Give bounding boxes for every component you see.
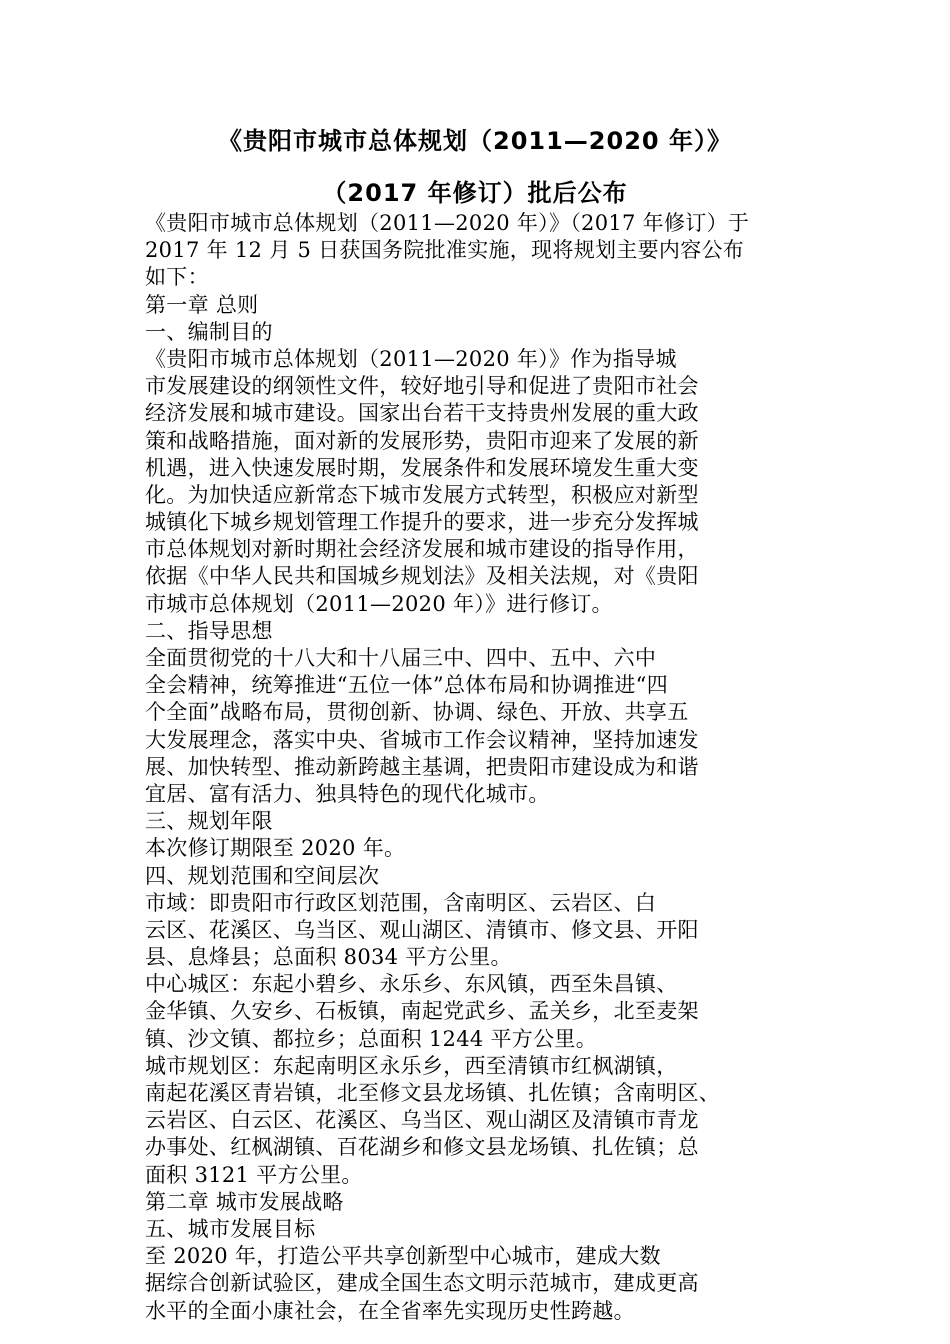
body-line: 个全面”战略布局，贯彻创新、协调、绿色、开放、共享五 [145,700,689,725]
body-line: 市域：即贵阳市行政区划范围，含南明区、云岩区、白 [145,890,657,915]
body-line: 南起花溪区青岩镇，北至修文县龙场镇、扎佐镇；含南明区、 [145,1081,721,1105]
document-body [145,210,810,1325]
body-line: 据综合创新试验区，建成全国生态文明示范城市，建成更高 [145,1271,699,1296]
body-line: 经济发展和城市建设。国家出台若干支持贵州发展的重大政 [145,401,699,426]
section-heading: 一、编制目的 [145,319,273,344]
body-line: 市总体规划对新时期社会经济发展和城市建设的指导作用， [145,537,699,562]
body-line: 中心城区：东起小碧乡、永乐乡、东风镇，西至朱昌镇、 [145,972,678,997]
body-line: 机遇，进入快速发展时期，发展条件和发展环境发生重大变 [145,455,699,480]
document-title-line-2: （2017 年修订）批后公布 [322,179,628,207]
body-line: 面积 3121 平方公里。 [145,1162,363,1187]
body-line: 镇、沙文镇、都拉乡；总面积 1244 平方公里。 [145,1026,597,1051]
body-line: 云岩区、白云区、花溪区、乌当区、观山湖区及清镇市青龙 [145,1108,699,1133]
body-line: 化。为加快适应新常态下城市发展方式转型，积极应对新型 [145,482,699,507]
section-heading: 四、规划范围和空间层次 [145,863,380,888]
document-title-line-1: 《贵阳市城市总体规划（2011—2020 年）》 [218,127,732,155]
body-line: 大发展理念，落实中央、省城市工作会议精神，坚持加速发 [145,727,699,752]
body-line: 城镇化下城乡规划管理工作提升的要求，进一步充分发挥城 [145,510,699,535]
body-line: 依据《中华人民共和国城乡规划法》及相关法规，对《贵阳 [145,564,699,589]
body-line: 宜居、富有活力、独具特色的现代化城市。 [145,781,550,806]
section-heading: 三、规划年限 [145,809,273,834]
body-line: 至 2020 年，打造公平共享创新型中心城市，建成大数 [145,1244,661,1269]
section-heading: 二、指导思想 [145,618,273,643]
body-line: 金华镇、久安乡、石板镇，南起党武乡、孟关乡，北至麦架 [145,999,699,1024]
body-line: 本次修订期限至 2020 年。 [145,836,406,861]
body-line: 如下： [145,265,209,290]
body-line: 策和战略措施，面对新的发展形势，贵阳市迎来了发展的新 [145,428,699,453]
body-line: 办事处、红枫湖镇、百花湖乡和修文县龙场镇、扎佐镇；总 [145,1135,699,1160]
body-line: 2017 年 12 月 5 日获国务院批准实施，现将规划主要内容公布 [145,238,745,263]
body-line: 《贵阳市城市总体规划（2011—2020 年）》（2017 年修订）于 [145,211,750,235]
body-line: 市城市总体规划（2011—2020 年）》进行修订。 [145,591,613,616]
body-line: 水平的全面小康社会，在全省率先实现历史性跨越。 [145,1298,635,1323]
body-line: 云区、花溪区、乌当区、观山湖区、清镇市、修文县、开阳 [145,917,699,942]
body-line: 县、息烽县；总面积 8034 平方公里。 [145,945,512,970]
body-line: 展、加快转型、推动新跨越主基调，把贵阳市建设成为和谐 [145,754,699,779]
chapter-heading: 第二章 城市发展战略 [145,1189,344,1214]
section-heading: 五、城市发展目标 [145,1216,316,1241]
body-line: 城市规划区：东起南明区永乐乡，西至清镇市红枫湖镇， [145,1053,678,1078]
body-line: 《贵阳市城市总体规划（2011—2020 年）》作为指导城 [145,346,677,371]
chapter-heading: 第一章 总则 [145,292,259,317]
body-line: 全面贯彻党的十八大和十八届三中、四中、五中、六中 [145,646,657,670]
body-line: 全会精神，统筹推进“五位一体”总体布局和协调推进“四 [145,673,669,698]
body-line: 市发展建设的纲领性文件，较好地引导和促进了贵阳市社会 [145,374,699,399]
